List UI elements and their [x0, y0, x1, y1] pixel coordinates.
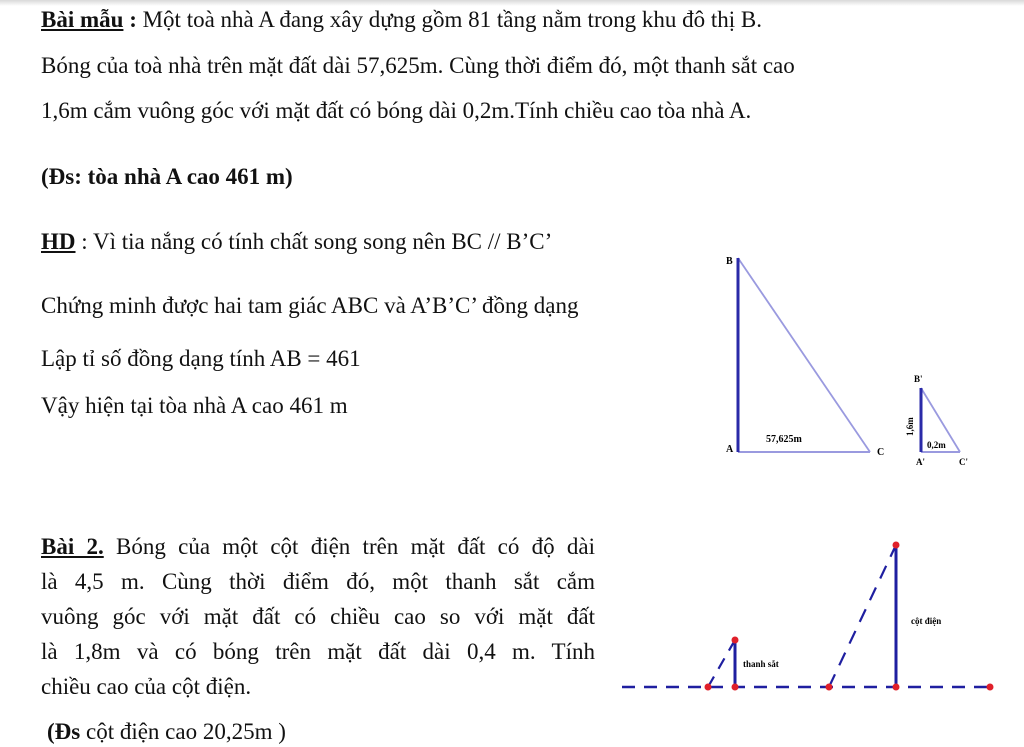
rod-label: thanh sắt	[743, 659, 779, 669]
pole-rod-figure	[0, 500, 1024, 747]
sample-colon: :	[123, 7, 143, 32]
exercise2-line-3: vuông góc với mặt đất có chiều cao so với mặt đất	[41, 604, 595, 629]
ground-end-point	[987, 684, 994, 691]
pole-top-point	[893, 542, 900, 549]
sample-label: Bài mẫu	[41, 7, 124, 32]
step-3: Vậy hiện tại tòa nhà A cao 461 m	[41, 393, 348, 418]
label-shadow-big: 57,625m	[766, 434, 802, 445]
pole-base-point	[893, 684, 900, 691]
exercise2-line-2: là 4,5 m. Cùng thời điểm đó, một thanh sắt cắm	[41, 569, 595, 594]
exercise2-text-1: Bóng của một cột điện trên mặt đất có độ dài	[103, 534, 596, 559]
exercise2-line-5: chiều cao của cột điện.	[41, 674, 252, 699]
triangle-abc-hypotenuse	[738, 258, 870, 452]
hint-label: HD	[41, 229, 76, 254]
sample-answer: (Đs: tòa nhà A cao 461 m)	[41, 164, 293, 189]
pole-label: cột điện	[911, 616, 942, 626]
rod-top-point	[732, 637, 739, 644]
label-height-small: 1,6m	[905, 417, 915, 436]
rod-shadow-end-point	[705, 684, 712, 691]
rod-ray	[708, 640, 735, 687]
step-1: Chứng minh được hai tam giác ABC và A’B’C’ đồng dạng	[41, 293, 579, 318]
label-c-prime: C'	[959, 457, 968, 467]
sample-problem-text-1: Một toà nhà A đang xây dựng gồm 81 tầng nằm trong khu đô thị B.	[142, 7, 762, 32]
label-c: C	[877, 447, 885, 458]
label-shadow-small: 0,2m	[927, 440, 946, 450]
hint-text: : Vì tia nắng có tính chất song song nên BC // B’C’	[75, 229, 553, 254]
exercise2-label: Bài 2.	[41, 534, 104, 559]
label-b: B	[726, 256, 733, 267]
step-2: Lập tỉ số đồng dạng tính AB = 461	[41, 346, 361, 371]
exercise2-line-4: là 1,8m và có bóng trên mặt đất dài 0,4 m. Tính	[41, 639, 595, 664]
pole-shadow-end-point	[826, 684, 833, 691]
label-a-prime: A'	[916, 457, 925, 467]
sample-line-3: 1,6m cắm vuông góc với mặt đất có bóng dài 0,2m.Tính chiều cao tòa nhà A.	[41, 98, 752, 123]
exercise2-answer-bold: (Đs	[47, 719, 81, 744]
label-a: A	[726, 444, 734, 455]
label-b-prime: B'	[914, 374, 923, 384]
pole-ray	[829, 545, 896, 687]
rod-base-point	[732, 684, 739, 691]
exercise2-answer-rest: cột điện cao 20,25m )	[80, 719, 286, 744]
sample-line-2: Bóng của toà nhà trên mặt đất dài 57,625m. Cùng thời điểm đó, một thanh sắt cao	[41, 53, 795, 78]
